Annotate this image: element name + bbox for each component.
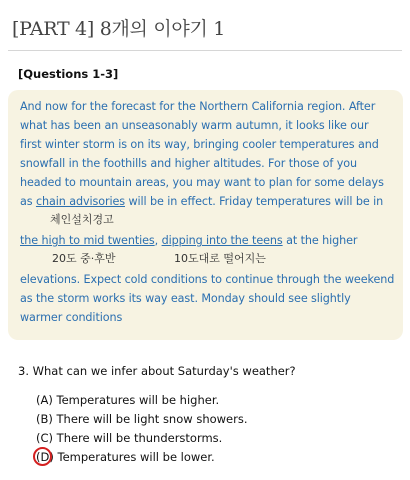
vocab-dipping-into-teens: dipping into the teens	[161, 234, 283, 247]
option-d[interactable]	[36, 450, 215, 464]
option-a[interactable]	[36, 393, 219, 407]
option-label: (C)	[36, 431, 54, 445]
passage-line: And now for the forecast for the Northern California region. After	[20, 100, 376, 113]
option-label: (B)	[36, 412, 53, 426]
option-b[interactable]	[36, 412, 248, 426]
title-divider	[8, 50, 402, 51]
passage-line: headed to mountain areas, you may want to plan for some delays	[20, 176, 384, 189]
passage-line	[20, 195, 383, 208]
passage-text: will be in effect. Friday temperatures will be in	[124, 195, 384, 208]
option-text: There will be light snow showers.	[52, 412, 248, 426]
gloss-twenties: 20도 중·후반	[52, 252, 116, 265]
passage-line: snowfall in the foothills and higher altitudes. For those of you	[20, 157, 357, 170]
option-text: Temperatures will be lower.	[53, 450, 215, 464]
question-3: 3. What can we infer about Saturday's weather?	[18, 364, 296, 378]
option-label: (A)	[36, 393, 53, 407]
vocab-chain-advisories: chain advisories	[35, 195, 125, 208]
passage-line: as the storm works its way east. Monday should see slightly	[20, 292, 351, 305]
passage-line: elevations. Expect cold conditions to continue through the weekend	[20, 273, 395, 286]
vocab-high-to-mid-twenties: the high to mid twenties	[20, 234, 155, 247]
gloss-teens: 10도대로 떨어지는	[174, 252, 266, 265]
answer-circle-icon	[33, 447, 52, 466]
passage-text: as	[20, 195, 36, 208]
option-label-text: (D)	[36, 450, 54, 464]
option-text: There will be thunderstorms.	[53, 431, 223, 445]
questions-label: [Questions 1-3]	[18, 67, 119, 81]
option-c[interactable]	[36, 431, 222, 445]
passage-text: ,	[154, 234, 162, 247]
passage-text: at the higher	[282, 234, 358, 247]
page-title: [PART 4] 8개의 이야기 1	[12, 18, 226, 40]
option-label-selected	[36, 450, 54, 464]
gloss-chain-advisories: 체인설치경고	[50, 213, 114, 226]
passage-box	[8, 90, 403, 340]
passage-line: what has been an unseasonably warm autumn, it looks like our	[20, 119, 369, 132]
passage-line: warmer conditions	[20, 311, 123, 324]
passage-line	[20, 234, 357, 247]
passage-line: first winter storm is on its way, bringing cooler temperatures and	[20, 138, 379, 151]
option-text: Temperatures will be higher.	[52, 393, 220, 407]
